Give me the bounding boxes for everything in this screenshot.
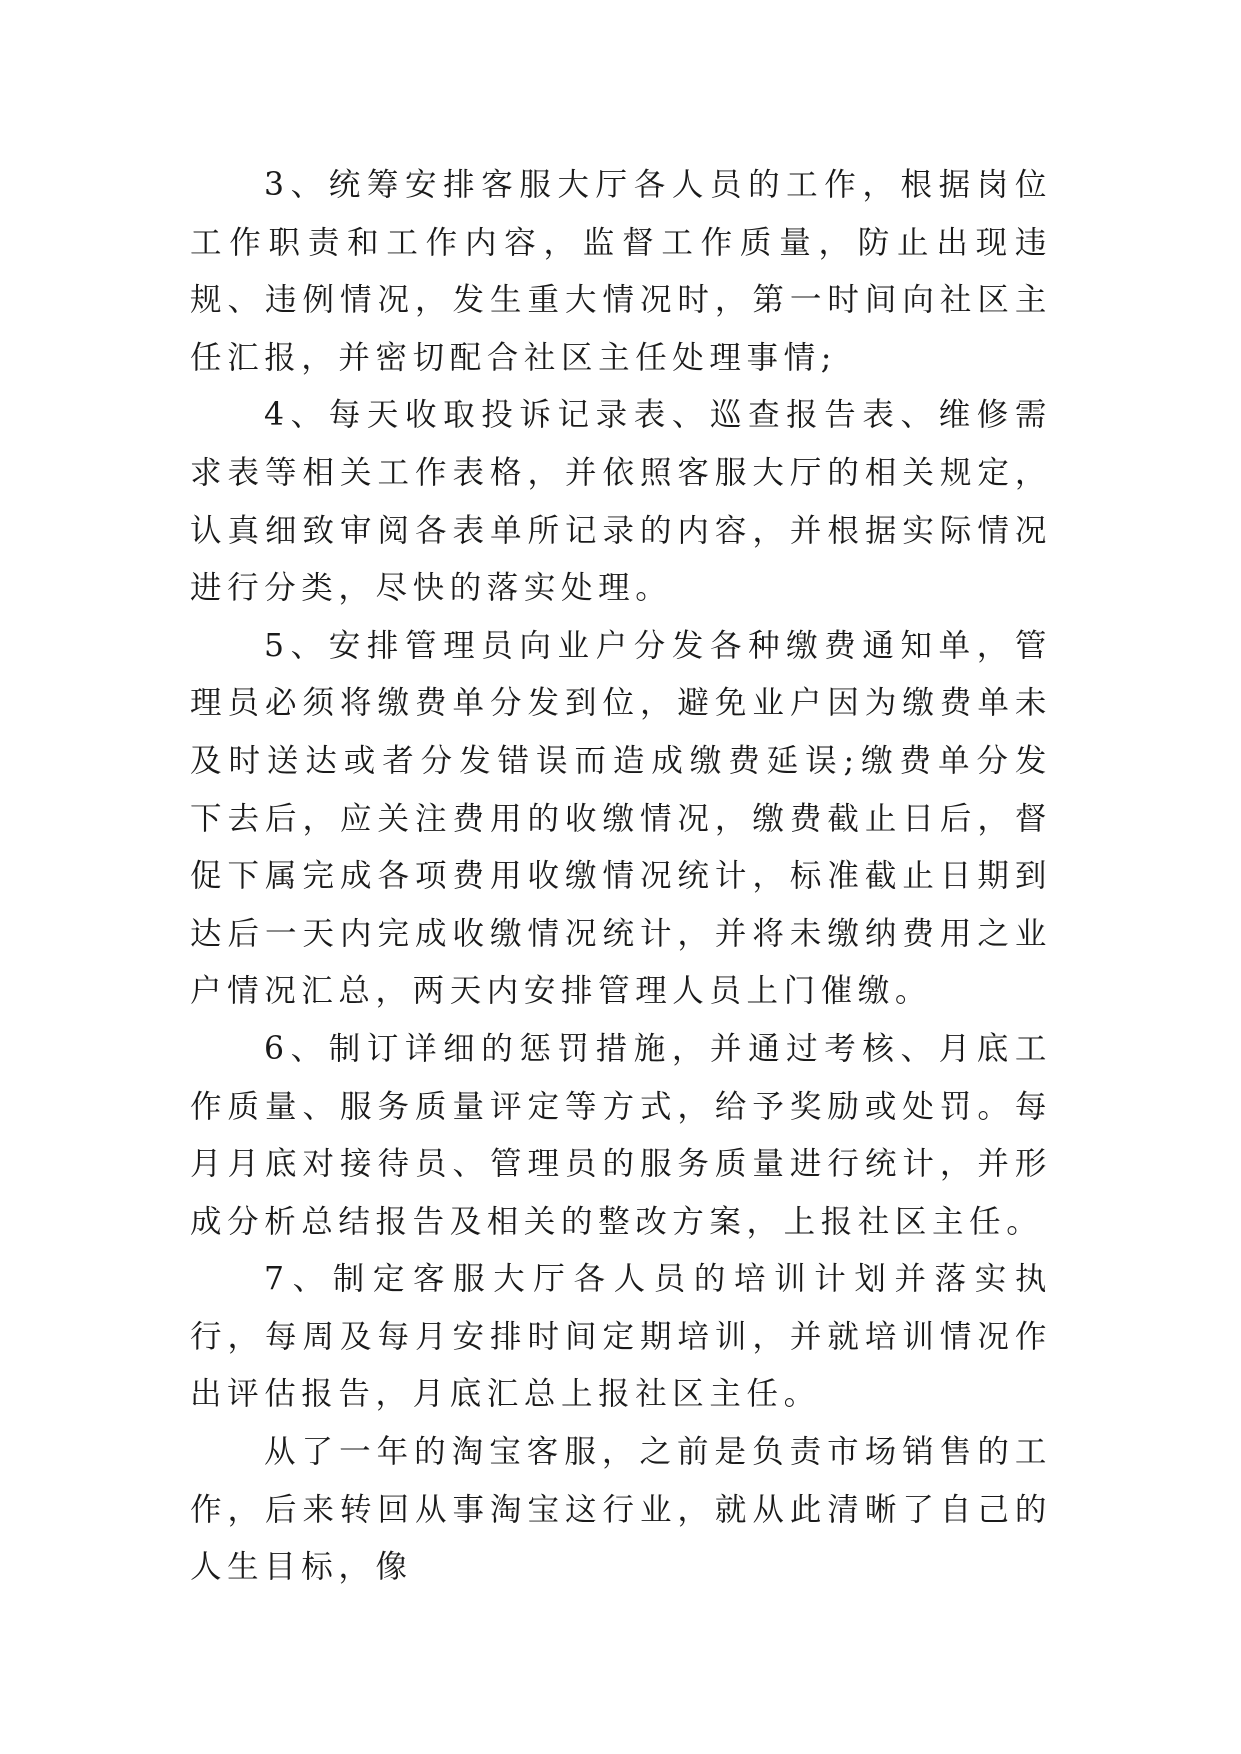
paragraph-item-3: 3、统筹安排客服大厅各人员的工作，根据岗位工作职责和工作内容，监督工作质量，防止出现违规、违例情况，发生重大情况时，第一时间向社区主任汇报，并密切配合社区主任处理事情; — [190, 167, 1052, 376]
paragraph-item-6: 6、制订详细的惩罚措施，并通过考核、月底工作质量、服务质量评定等方式，给予奖励或处罚。每月月底对接待员、管理员的服务质量进行统计，并形成分析总结报告及相关的整改方案，上报社区主任。 — [190, 1030, 1052, 1240]
document-body — [190, 157, 1052, 1597]
paragraph-item-4: 4、每天收取投诉记录表、巡查报告表、维修需求表等相关工作表格，并依照客服大厅的相关规定，认真细致审阅各表单所记录的内容，并根据实际情况进行分类，尽快的落实处理。 — [190, 397, 1052, 607]
paragraph-experience: 从了一年的淘宝客服，之前是负责市场销售的工作，后来转回从事淘宝这行业，就从此清晰了自己的人生目标，像 — [190, 1434, 1052, 1586]
paragraph-item-7: 7、制定客服大厅各人员的培训计划并落实执行，每周及每月安排时间定期培训，并就培训情况作出评估报告，月底汇总上报社区主任。 — [190, 1261, 1052, 1413]
paragraph-item-5: 5、安排管理员向业户分发各种缴费通知单，管理员必须将缴费单分发到位，避免业户因为缴费单未及时送达或者分发错误而造成缴费延误;缴费单分发下去后，应关注费用的收缴情况，缴费截止日后，督促下属完成各项费用收缴情况统计，标准截止日期到达后一天内完成收缴情况统计，并将未缴纳费用之业户情况汇总，两天内安排管理人员上门催缴。 — [190, 627, 1052, 1010]
